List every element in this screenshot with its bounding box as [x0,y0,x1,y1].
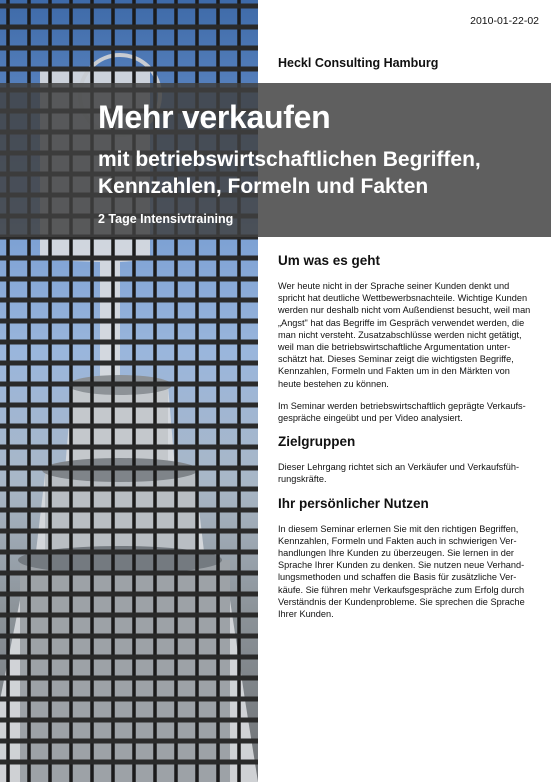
text-line: spricht hat deutliche Wettbewerbsnachteile. Wichtige Kunden [278,293,528,304]
training-duration: 2 Tage Intensivtraining [98,212,234,226]
text-line: Verständnis der Kundenprobleme. Sie sprechen die Sprache [278,596,525,607]
text-line: rungskräfte. [278,474,327,485]
section-zielgruppen [278,434,540,485]
text-line: Im Seminar werden betriebswirtschaftlich geprägte Verkaufs- [278,400,526,411]
text-line: Sprache Ihrer Kunden zu denken. Sie nutzen neue Verhand- [278,560,525,571]
document-date: 2010-01-22-02 [470,15,539,27]
section-paragraph [278,461,540,485]
section-um-was-es-geht [278,253,540,424]
text-line: man nicht versteht. Zusatzabschlüsse werden nicht getätigt, [278,329,522,340]
section-heading: Um was es geht [278,253,381,268]
text-line: lungsmethoden und schaffen die Basis für zusätzliche Ver- [278,572,517,583]
text-line: Ihrer Kunden. [278,609,334,620]
text-line: In diesem Seminar erlernen Sie mit den richtigen Begriffen, [278,523,519,534]
subtitle-line: Kennzahlen, Formeln und Fakten [98,175,429,198]
page-title: Mehr verkaufen [98,99,331,135]
section-paragraph [278,280,540,390]
section-heading: Ihr persönlicher Nutzen [278,495,429,511]
main-content [278,253,540,630]
section-persoenlicher-nutzen [278,496,540,621]
text-line: Dieser Lehrgang richtet sich an Verkäufer und Verkaufsfüh- [278,462,520,473]
text-line: Kennzahlen, Formeln und Fakten um in den Märkten von [278,366,510,377]
text-line: werden nur deshalb nicht vom Außendienst besucht, weil man [278,305,531,316]
text-line: weil man die betriebswirtschaftliche Argumentation unter- [278,342,511,353]
section-paragraph [278,400,540,424]
text-line: heute bestehen zu können. [278,378,389,389]
text-line: „Angst" hat das Begriffe im Gespräch verwendet werden, die [278,317,525,328]
text-line: gespräche eingeübt und per Video analysiert. [278,413,463,424]
page-subtitle [98,146,548,200]
section-heading: Zielgruppen [278,434,356,450]
text-line: schätzt hat. Dieses Seminar zeigt die wichtigsten Begriffe, [278,354,514,365]
company-name: Heckl Consulting Hamburg [278,56,439,70]
text-line: handlungen Ihre Kunden zu überzeugen. Sie lernen in der [278,548,514,559]
text-line: Kennzahlen, Formeln und Fakten auch in schwierigen Ver- [278,535,517,546]
subtitle-line: mit betriebswirtschaftlichen Begriffen, [98,148,481,171]
text-line: käufe. Sie führen mehr Verkaufsgespräche zum Erfolg durch [278,584,525,595]
text-line: Wer heute nicht in der Sprache seiner Kunden denkt und [278,281,510,291]
section-paragraph [278,523,540,621]
